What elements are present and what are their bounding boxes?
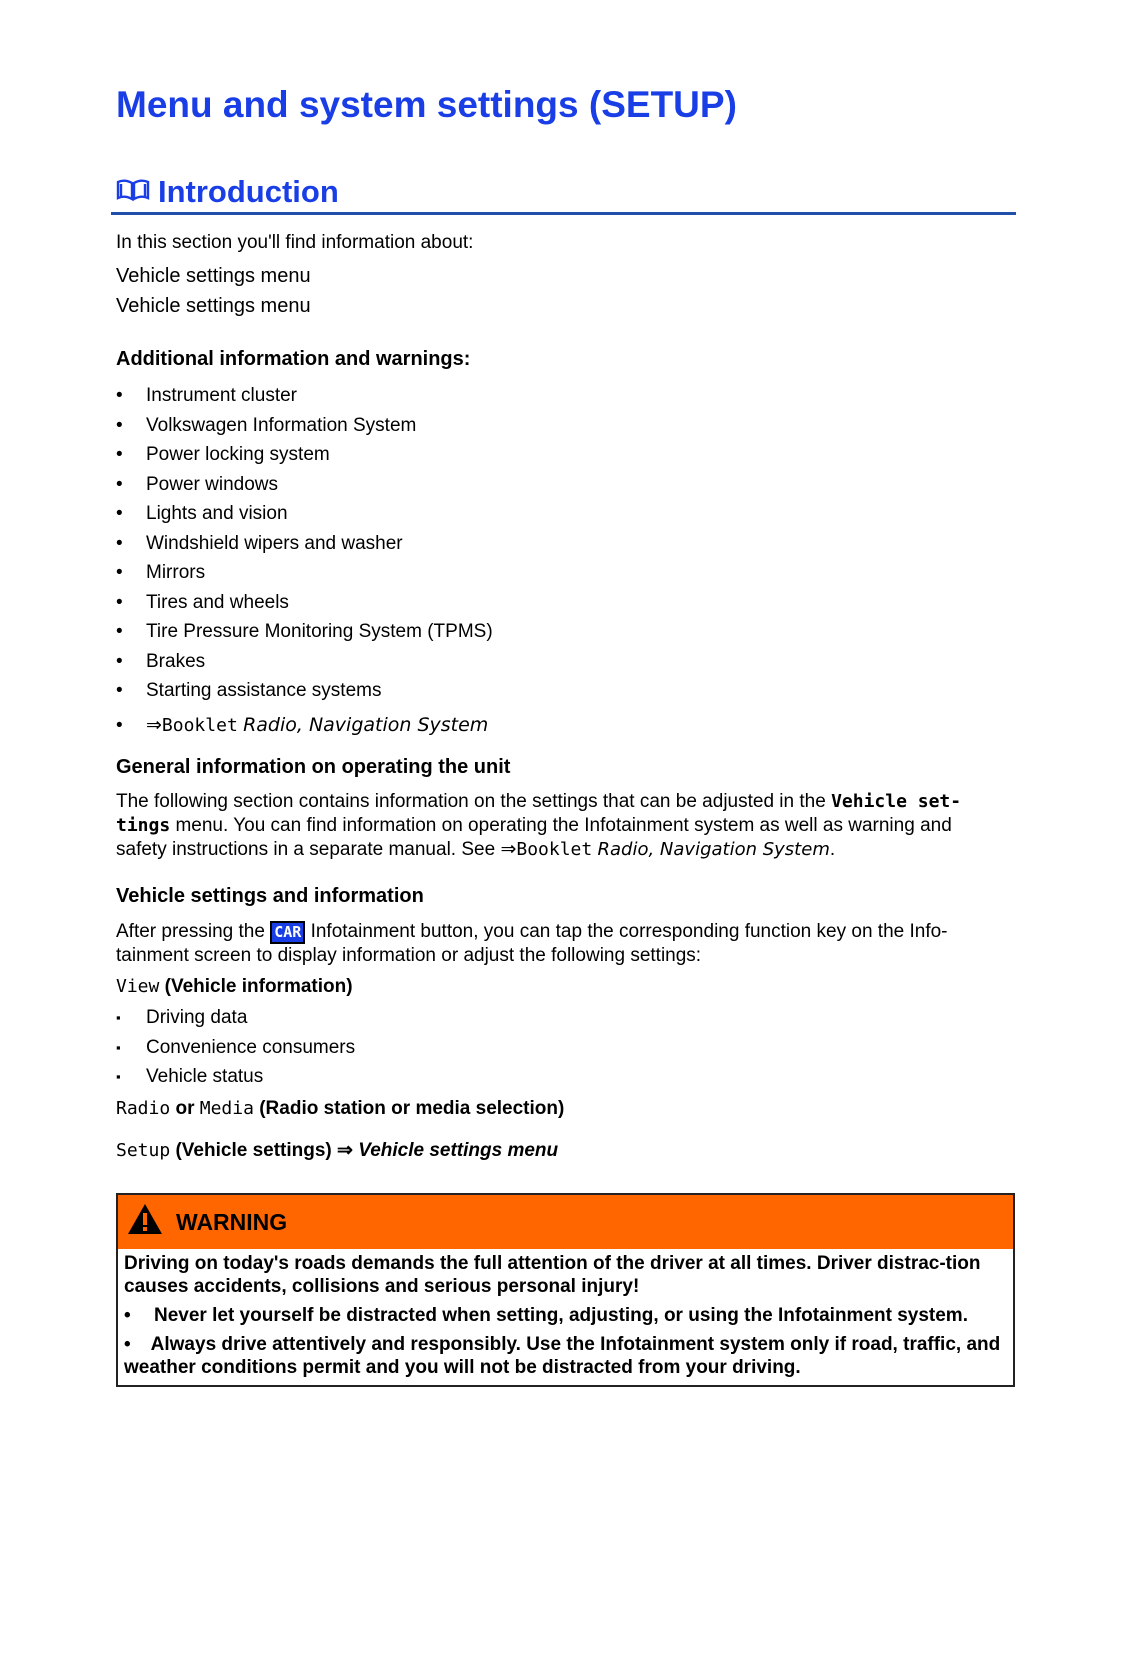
booklet-link[interactable]: Radio, Navigation System — [597, 839, 830, 860]
view-list — [116, 1003, 355, 1092]
warning-item: • Always drive attentively and responsibly. Use the Infotainment system only if road, traffic, and weather conditions permit and you will not be distracted from your driving. — [124, 1334, 1001, 1378]
section-rule — [111, 212, 1016, 215]
warning-item: • Never let yourself be distracted when setting, adjusting, or using the Infotainment system. — [124, 1305, 968, 1326]
list-item[interactable]: • Power windows — [116, 470, 493, 500]
vehicle-paragraph: After pressing the CAR Infotainment button, you can tap the corresponding function key on the Info-tainment screen to display information or adjust the following settings: — [116, 921, 948, 966]
list-item[interactable]: • Volkswagen Information System — [116, 411, 493, 441]
general-paragraph: The following section contains information on the settings that can be adjusted in the Vehicle set-tings menu. You can find information on operating the Infotainment system as well as warning and safety instructions in a separate manual. See ⇒Booklet Radio, Navigation System. — [116, 791, 962, 860]
list-item[interactable]: • Instrument cluster — [116, 381, 493, 411]
section-heading: Introduction — [116, 174, 339, 210]
list-item[interactable]: • Tire Pressure Monitoring System (TPMS) — [116, 617, 493, 647]
vehicle-settings-menu-link[interactable]: Vehicle settings menu — [358, 1140, 559, 1161]
page-title: Menu and system settings (SETUP) — [116, 84, 737, 125]
link-vehicle-settings-menu[interactable]: Vehicle settings menu — [116, 265, 311, 287]
booklet-reference[interactable]: • ⇒Booklet Radio, Navigation System — [116, 711, 488, 741]
list-item: ▪ Convenience consumers — [116, 1033, 355, 1063]
warning-box — [116, 1193, 1015, 1387]
list-item[interactable]: • Starting assistance systems — [116, 676, 493, 706]
car-button-icon: CAR — [270, 921, 305, 944]
warning-text: Driving on today's roads demands the full attention of the driver at all times. Driver distrac-tion causes accidents, collisions and serious personal injury! — [124, 1253, 981, 1297]
warning-header: WARNING — [118, 1195, 1013, 1249]
list-item[interactable]: • Windshield wipers and washer — [116, 529, 493, 559]
general-heading: General information on operating the unit — [116, 756, 511, 778]
book-icon — [116, 174, 150, 210]
list-item: ▪ Driving data — [116, 1003, 355, 1033]
booklet-list — [116, 711, 488, 741]
list-item[interactable]: • Power locking system — [116, 440, 493, 470]
additional-list — [116, 381, 493, 706]
intro-text: In this section you'll find information about: — [116, 232, 474, 253]
list-item[interactable]: • Brakes — [116, 647, 493, 677]
setup-label: Setup (Vehicle settings) ⇒ Vehicle settings menu — [116, 1140, 559, 1161]
list-item: ▪ Vehicle status — [116, 1062, 355, 1092]
additional-heading: Additional information and warnings: — [116, 348, 471, 370]
radio-media-label: Radio or Media (Radio station or media selection) — [116, 1098, 565, 1119]
vehicle-heading: Vehicle settings and information — [116, 885, 424, 907]
list-item[interactable]: • Tires and wheels — [116, 588, 493, 618]
link-vehicle-settings-menu-2[interactable]: Vehicle settings menu — [116, 295, 311, 317]
view-label: View (Vehicle information) — [116, 976, 353, 997]
list-item[interactable]: • Mirrors — [116, 558, 493, 588]
warning-triangle-icon — [126, 1202, 164, 1242]
list-item[interactable]: • Lights and vision — [116, 499, 493, 529]
